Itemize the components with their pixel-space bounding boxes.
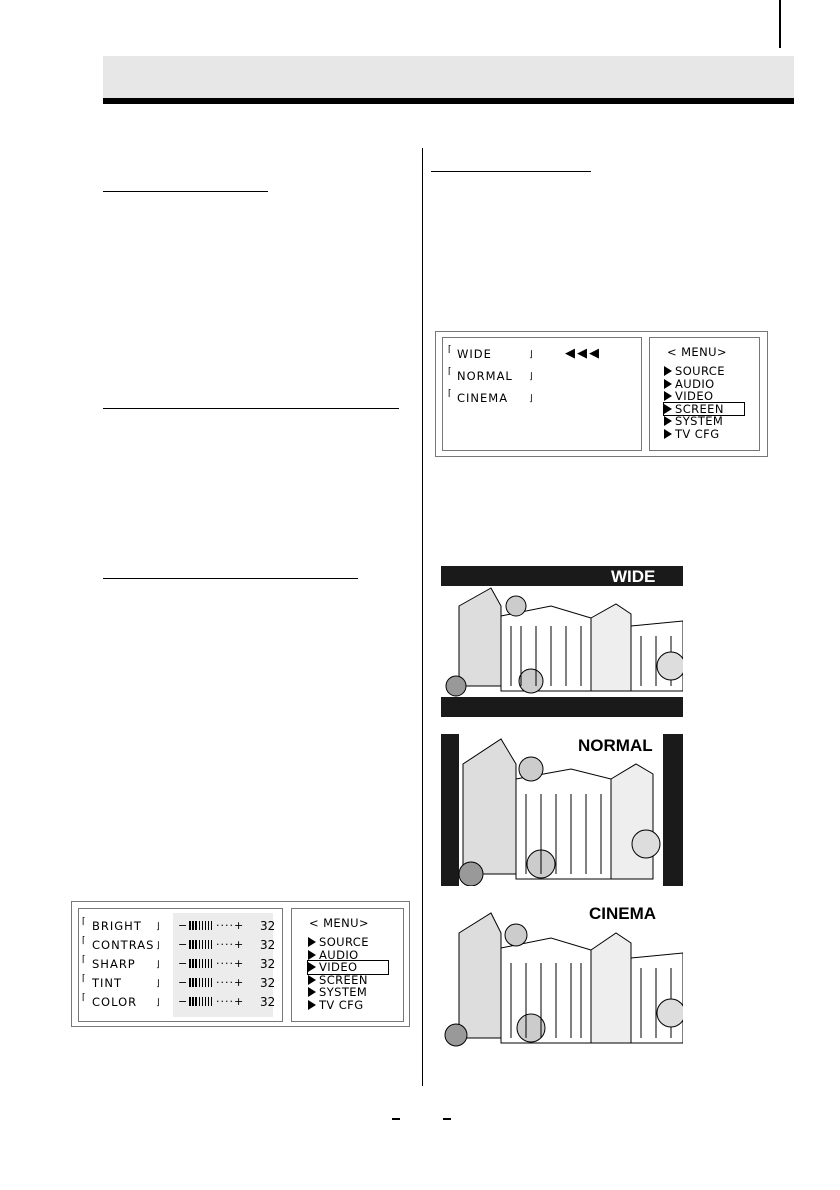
normal-label: NORMAL — [578, 736, 653, 755]
play-icon — [308, 950, 316, 960]
selected-arrows-icon: ◀◀◀ — [565, 346, 601, 361]
tint-slider[interactable]: − ···· + — [178, 976, 244, 989]
menu-item-video[interactable]: VIDEO — [664, 390, 744, 403]
menu-item-audio[interactable]: AUDIO — [308, 949, 388, 962]
play-icon — [664, 416, 672, 426]
contrast-slider[interactable]: − ···· + — [178, 938, 244, 951]
normal-picture — [441, 734, 683, 886]
wide-label: WIDE — [611, 567, 656, 586]
menu-item-tvcfg[interactable]: TV CFG — [308, 999, 388, 1012]
video-label-sharp: SHARP — [92, 957, 136, 971]
menu-item-source[interactable]: SOURCE — [664, 365, 744, 378]
video-label-bright: BRIGHT — [92, 919, 142, 933]
video-label-tint: TINT — [92, 976, 123, 990]
screen-options-box: ⌈ WIDE ⌋ ◀◀◀ ⌈ NORMAL ⌋ ⌈ CINEMA ⌋ — [442, 337, 642, 451]
video-label-color: COLOR — [92, 995, 138, 1009]
screen-osd-panel — [435, 331, 768, 457]
screen-menu-box — [649, 337, 760, 451]
wide-picture — [441, 566, 683, 717]
section-underline-1 — [103, 191, 268, 192]
menu-title: < MENU> — [667, 345, 727, 359]
sharp-slider[interactable]: − ···· + — [178, 957, 244, 970]
menu-item-tvcfg[interactable]: TV CFG — [664, 428, 744, 441]
color-slider[interactable]: − ···· + — [178, 995, 244, 1008]
tint-value: 32 — [260, 976, 276, 990]
bright-slider[interactable]: − ···· + — [178, 919, 244, 932]
sharp-value: 32 — [260, 957, 276, 971]
option-wide[interactable]: WIDE — [457, 347, 492, 361]
section-underline-4 — [431, 171, 591, 172]
play-icon — [308, 975, 316, 985]
option-normal[interactable]: NORMAL — [457, 369, 513, 383]
bright-value: 32 — [260, 919, 276, 933]
play-icon — [308, 937, 316, 947]
menu-item-audio[interactable]: AUDIO — [664, 378, 744, 391]
menu-item-system[interactable]: SYSTEM — [308, 986, 388, 999]
menu-item-system[interactable]: SYSTEM — [664, 415, 744, 428]
header-rule — [103, 98, 794, 104]
menu-item-source[interactable]: SOURCE — [308, 936, 388, 949]
section-underline-2 — [103, 408, 399, 409]
play-icon — [664, 379, 672, 389]
menu-title: < MENU> — [309, 916, 369, 930]
footer-mark-right — [443, 1118, 451, 1120]
color-value: 32 — [260, 995, 276, 1009]
play-icon — [664, 404, 672, 414]
menu-item-screen-highlighted[interactable]: SCREEN — [664, 403, 744, 416]
menu-item-video-highlighted[interactable]: VIDEO — [308, 961, 388, 974]
play-icon — [664, 429, 672, 439]
option-cinema[interactable]: CINEMA — [457, 391, 509, 405]
header-bar — [103, 56, 794, 98]
play-icon — [308, 962, 316, 972]
play-icon — [664, 366, 672, 376]
play-icon — [308, 1000, 316, 1010]
play-icon — [664, 391, 672, 401]
top-tick-mark — [779, 0, 781, 48]
cinema-picture — [441, 903, 683, 1049]
section-underline-3 — [103, 578, 358, 579]
footer-mark-left — [392, 1118, 400, 1120]
video-menu-box — [291, 908, 404, 1022]
video-label-contrast: CONTRAS — [92, 938, 155, 952]
cinema-label: CINEMA — [589, 904, 657, 923]
column-divider — [422, 148, 423, 1086]
play-icon — [308, 987, 316, 997]
menu-item-screen[interactable]: SCREEN — [308, 974, 388, 987]
contrast-value: 32 — [260, 938, 276, 952]
